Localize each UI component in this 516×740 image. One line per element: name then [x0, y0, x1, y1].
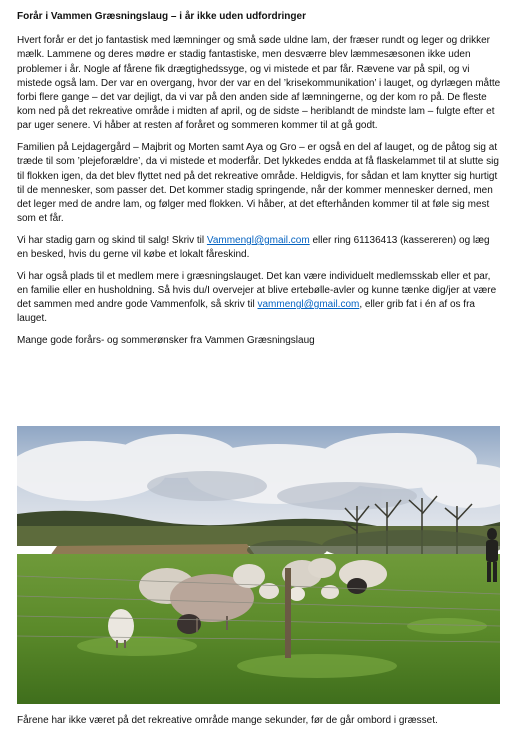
- sheep-photo: [17, 426, 500, 704]
- email-link-sale[interactable]: Vammengl@gmail.com: [206, 234, 310, 246]
- paragraph-membership-text-end: , eller grib fat i én af os fra lauget.: [17, 299, 475, 325]
- document-body: [17, 10, 503, 356]
- paragraph-sale: [17, 234, 503, 262]
- paragraph-membership-text-start: Vi har også plads til et medlem mere i græsningslauget. Det kan være individuelt medlemsskab eller et par, en familie eller en husholdning. Så hvis du/I overvejer at blive ertebølle-avler og kunne tænke dig/jer at være det sammen med andre gode Vammenfolk, så skriv til: [17, 270, 497, 311]
- paragraph-greeting: Mange gode forårs- og sommerønsker fra Vammen Græsningslaug: [17, 335, 315, 347]
- paragraph-sale-text-end: eller ring 61136413 (kassereren) og læg en besked, hvis du gerne vil købe et lokalt fåreskind.: [17, 234, 490, 261]
- email-link-membership[interactable]: vammengl@gmail.com: [257, 299, 360, 311]
- article-title: Forår i Vammen Græsningslaug – i år ikke uden udfordringer: [17, 11, 306, 22]
- paragraph-foster-family: Familien på Lejdagergård – Majbrit og Morten samt Aya og Gro – er også en del af lauget, og de påtog sig at træde til som ’plejeforældre’, da vi mistede et moderfår. Det lykkedes endda at få flaskelammet til at slutte sig til flokken igen, da det blev flyttet ned på det rekreative område. Heldigvis, for sådan et lam knytter sig hurtigt til de mennesker, som passer det. Det kommer stadig springende, når der kommer mennesker derned, men det leger med de andre lam, og følger med flokken. Vi håber, at det efterhånden kommer til at føle sig mest som et får.: [17, 142, 499, 225]
- paragraph-lambing: Hvert forår er det jo fantastisk med læmninger og små søde uldne lam, der fræser rundt og leger og drikker mælk. Lammene og deres mødre er stadig fantastiske, men desværre blev læmmesæsonen ikke uden problemer i år. Nogle af fårene fik drægtighedssyge, og vi mistede et par får. Rævene var på spil, og vi mistede også lam. Der var en overgang, hvor der var en del ’krisekommunikation’ i lauget, og dyrlægen måtte forbi flere gange – det var dejligt, da vi var på den anden side af læmningerne, og der kom ro på. De fleste kom ned på det rekreative område i midten af april, og de sidste – heriblandt de mindste lam – fulgte efter et par uger senere. Vi håber at resten af foråret og sommeren kommer til at gå godt.: [17, 35, 501, 132]
- paragraph-membership: [17, 270, 503, 327]
- paragraph-sale-text-start: Vi har stadig garn og skind til salg! Skriv til: [17, 234, 207, 246]
- photo-caption: Fårene har ikke været på det rekreative område mange sekunder, før de går ombord i græsset.: [17, 715, 438, 726]
